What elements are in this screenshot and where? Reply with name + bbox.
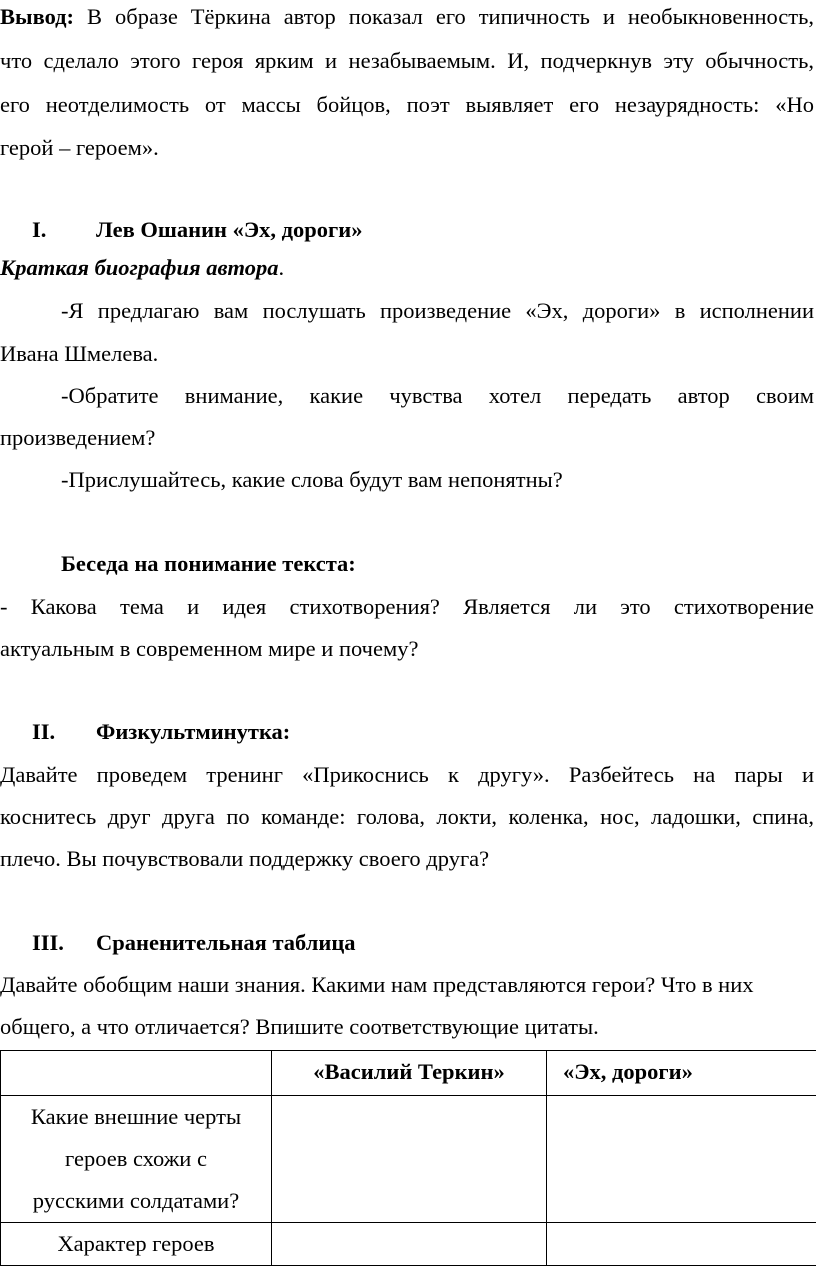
paragraph-2-line-1: -Обратите внимание, какие чувства хотел передать автор своим bbox=[61, 383, 814, 408]
bio-label: Краткая биография автора bbox=[0, 255, 279, 280]
row-2-label-cell bbox=[1, 1223, 272, 1266]
table-header-terkin bbox=[272, 1051, 547, 1096]
header-terkin-text: «Василий Теркин» bbox=[313, 1059, 505, 1084]
bio-dot: . bbox=[278, 255, 285, 280]
bio-heading bbox=[0, 257, 814, 280]
question-line-1: - Какова тема и идея стихотворения? Является ли это стихотворение bbox=[0, 594, 814, 619]
conclusion-label: Вывод: bbox=[0, 4, 75, 29]
row-1-terkin-cell[interactable] bbox=[272, 1096, 547, 1223]
paragraph-3-line-1: -Прислушайтесь, какие слова будут вам непонятны? bbox=[61, 467, 563, 492]
conclusion-line-3: его неотделимость от массы бойцов, поэт выявляет его незаурядность: «Но bbox=[0, 92, 814, 117]
row-1-label-line-2: героев схожи с bbox=[65, 1146, 207, 1171]
section-3-number: III. bbox=[32, 930, 64, 955]
section-1-number: I. bbox=[32, 217, 47, 242]
section-3-title: Сраненительная таблица bbox=[96, 930, 356, 955]
row-1-label-line-3: русскими солдатами? bbox=[32, 1188, 240, 1213]
row-1-label-cell bbox=[1, 1096, 272, 1223]
section-2-title: Физкультминутка: bbox=[96, 719, 291, 744]
row-2-terkin-cell[interactable] bbox=[272, 1223, 547, 1266]
conclusion-line-2: что сделало этого героя ярким и незабываемым. И, подчеркнув эту обычность, bbox=[0, 48, 814, 73]
table-header-dorogi bbox=[547, 1051, 816, 1096]
section-2-number: II. bbox=[32, 719, 56, 744]
table-row bbox=[1, 1096, 816, 1223]
section-1-title: Лев Ошанин «Эх, дороги» bbox=[96, 217, 363, 242]
conclusion-text-1: В образе Тёркина автор показал его типичность и необыкновенность, bbox=[87, 4, 815, 29]
section-2-line-1: Давайте проведем тренинг «Прикоснись к другу». Разбейтесь на пары и bbox=[0, 762, 814, 787]
section-3-line-2: общего, а что отличается? Впишите соответствующие цитаты. bbox=[0, 1014, 599, 1039]
question-line-2: актуальным в современном мире и почему? bbox=[0, 636, 419, 661]
row-2-label-line-1: Характер героев bbox=[57, 1231, 215, 1256]
header-dorogi-text: «Эх, дороги» bbox=[563, 1059, 693, 1084]
paragraph-1-line-1: -Я предлагаю вам послушать произведение «Эх, дороги» в исполнении bbox=[61, 298, 814, 323]
row-1-dorogi-cell[interactable] bbox=[547, 1096, 816, 1223]
row-2-dorogi-cell[interactable] bbox=[547, 1223, 816, 1266]
row-1-label-line-1: Какие внешние черты bbox=[30, 1104, 242, 1129]
table-header-row bbox=[1, 1051, 816, 1096]
section-2-line-2: коснитесь друг друга по команде: голова, локти, коленка, нос, ладошки, спина, bbox=[0, 804, 814, 829]
comparison-table bbox=[0, 1050, 816, 1266]
table-header-empty bbox=[1, 1051, 272, 1096]
conclusion-line-1 bbox=[0, 6, 814, 29]
table-row bbox=[1, 1223, 816, 1266]
paragraph-2-line-2: произведением? bbox=[0, 425, 156, 450]
section-2-line-3: плечо. Вы почувствовали поддержку своего друга? bbox=[0, 846, 490, 871]
conclusion-line-4: герой – героем». bbox=[0, 135, 159, 160]
talk-heading: Беседа на понимание текста: bbox=[61, 551, 356, 576]
paragraph-1-line-2: Ивана Шмелева. bbox=[0, 341, 159, 366]
section-3-line-1: Давайте обобщим наши знания. Какими нам представляются герои? Что в них bbox=[0, 972, 754, 997]
